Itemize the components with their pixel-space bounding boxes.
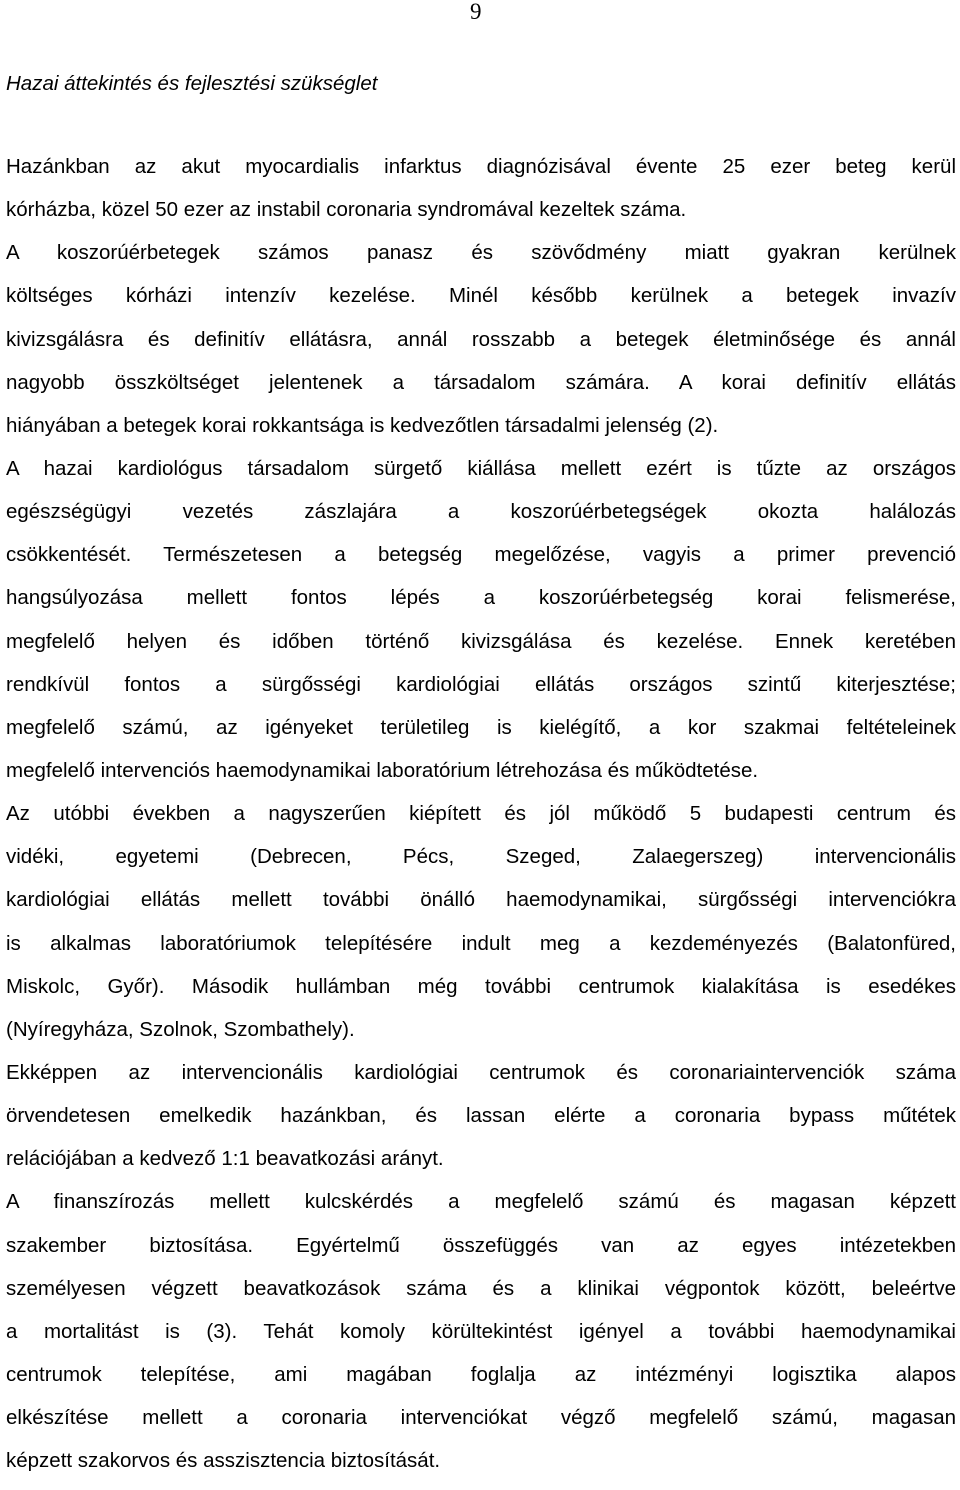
text-line: szakember biztosítása. Egyértelmű összefüggés van az egyes intézetekben xyxy=(6,1233,956,1257)
text-line: (Nyíregyháza, Szolnok, Szombathely). xyxy=(6,1017,355,1041)
text-line: hiányában a betegek korai rokkantsága is kedvezőtlen társadalmi jelenség (2). xyxy=(6,413,719,437)
section-heading: Hazai áttekintés és fejlesztési szükséglet xyxy=(6,72,378,95)
text-line: hangsúlyozása mellett fontos lépés a koszorúérbetegség korai felismerése, xyxy=(6,586,956,610)
text-line: a mortalitást is (3). Tehát komoly körültekintést igényel a további haemodynamikai xyxy=(6,1319,956,1343)
text-line: megfelelő intervenciós haemodynamikai laboratórium létrehozása és működtetése. xyxy=(6,758,759,782)
text-line: megfelelő helyen és időben történő kivizsgálása és kezelése. Ennek keretében xyxy=(6,629,956,653)
text-line: Hazánkban az akut myocardialis infarktus diagnózisával évente 25 ezer beteg kerül xyxy=(6,155,956,178)
page-number: 9 xyxy=(470,0,482,24)
text-line: vidéki, egyetemi (Debrecen, Pécs, Szeged, Zalaegerszeg) intervencionális xyxy=(6,845,956,869)
text-line: csökkentését. Természetesen a betegség megelőzése, vagyis a primer prevenció xyxy=(6,543,956,567)
text-line: kivizsgálásra és definitív ellátásra, annál rosszabb a betegek életminősége és annál xyxy=(6,327,956,351)
text-line: A finanszírozás mellett kulcskérdés a megfelelő számú és magasan képzett xyxy=(6,1190,956,1214)
text-line: örvendetesen emelkedik hazánkban, és lassan elérte a coronaria bypass műtétek xyxy=(6,1104,956,1128)
text-line: relációjában a kedvező 1:1 beavatkozási arányt. xyxy=(6,1147,444,1171)
text-line: is alkalmas laboratóriumok telepítésére indult meg a kezdeményezés (Balatonfüred, xyxy=(6,931,956,955)
text-line: Az utóbbi években a nagyszerűen kiépített és jól működő 5 budapesti centrum és xyxy=(6,802,956,826)
text-line: költséges kórházi intenzív kezelése. Minél később kerülnek a betegek invazív xyxy=(6,284,956,308)
body-text xyxy=(6,153,956,1490)
text-line: A koszorúérbetegek számos panasz és szövődmény miatt gyakran kerülnek xyxy=(6,241,956,265)
text-line: képzett szakorvos és asszisztencia biztosítását. xyxy=(6,1449,441,1473)
text-line: nagyobb összköltséget jelentenek a társadalom számára. A korai definitív ellátás xyxy=(6,370,956,394)
text-line: Miskolc, Győr). Második hullámban még további centrumok kialakítása is esedékes xyxy=(6,974,956,998)
text-line: centrumok telepítése, ami magában foglalja az intézményi logisztika alapos xyxy=(6,1362,956,1386)
text-line: megfelelő számú, az igényeket területileg is kielégítő, a kor szakmai feltételeinek xyxy=(6,715,956,739)
text-line: Ekképpen az intervencionális kardiológiai centrumok és coronariaintervenciók száma xyxy=(6,1060,956,1084)
text-line: A hazai kardiológus társadalom sürgető kiállása mellett ezért is tűzte az országos xyxy=(6,456,956,480)
text-line: személyesen végzett beavatkozások száma és a klinikai végpontok között, beleértve xyxy=(6,1276,956,1300)
text-line: kardiológiai ellátás mellett további önálló haemodynamikai, sürgősségi intervenciókra xyxy=(6,888,956,912)
text-line: kórházba, közel 50 ezer az instabil coronaria syndromával kezeltek száma. xyxy=(6,198,687,222)
text-line: rendkívül fontos a sürgősségi kardiológiai ellátás országos szintű kiterjesztése; xyxy=(6,672,956,696)
text-line: elkészítése mellett a coronaria intervenciókat végző megfelelő számú, magasan xyxy=(6,1406,956,1430)
text-line: egészségügyi vezetés zászlajára a koszorúérbetegségek okozta halálozás xyxy=(6,500,956,524)
